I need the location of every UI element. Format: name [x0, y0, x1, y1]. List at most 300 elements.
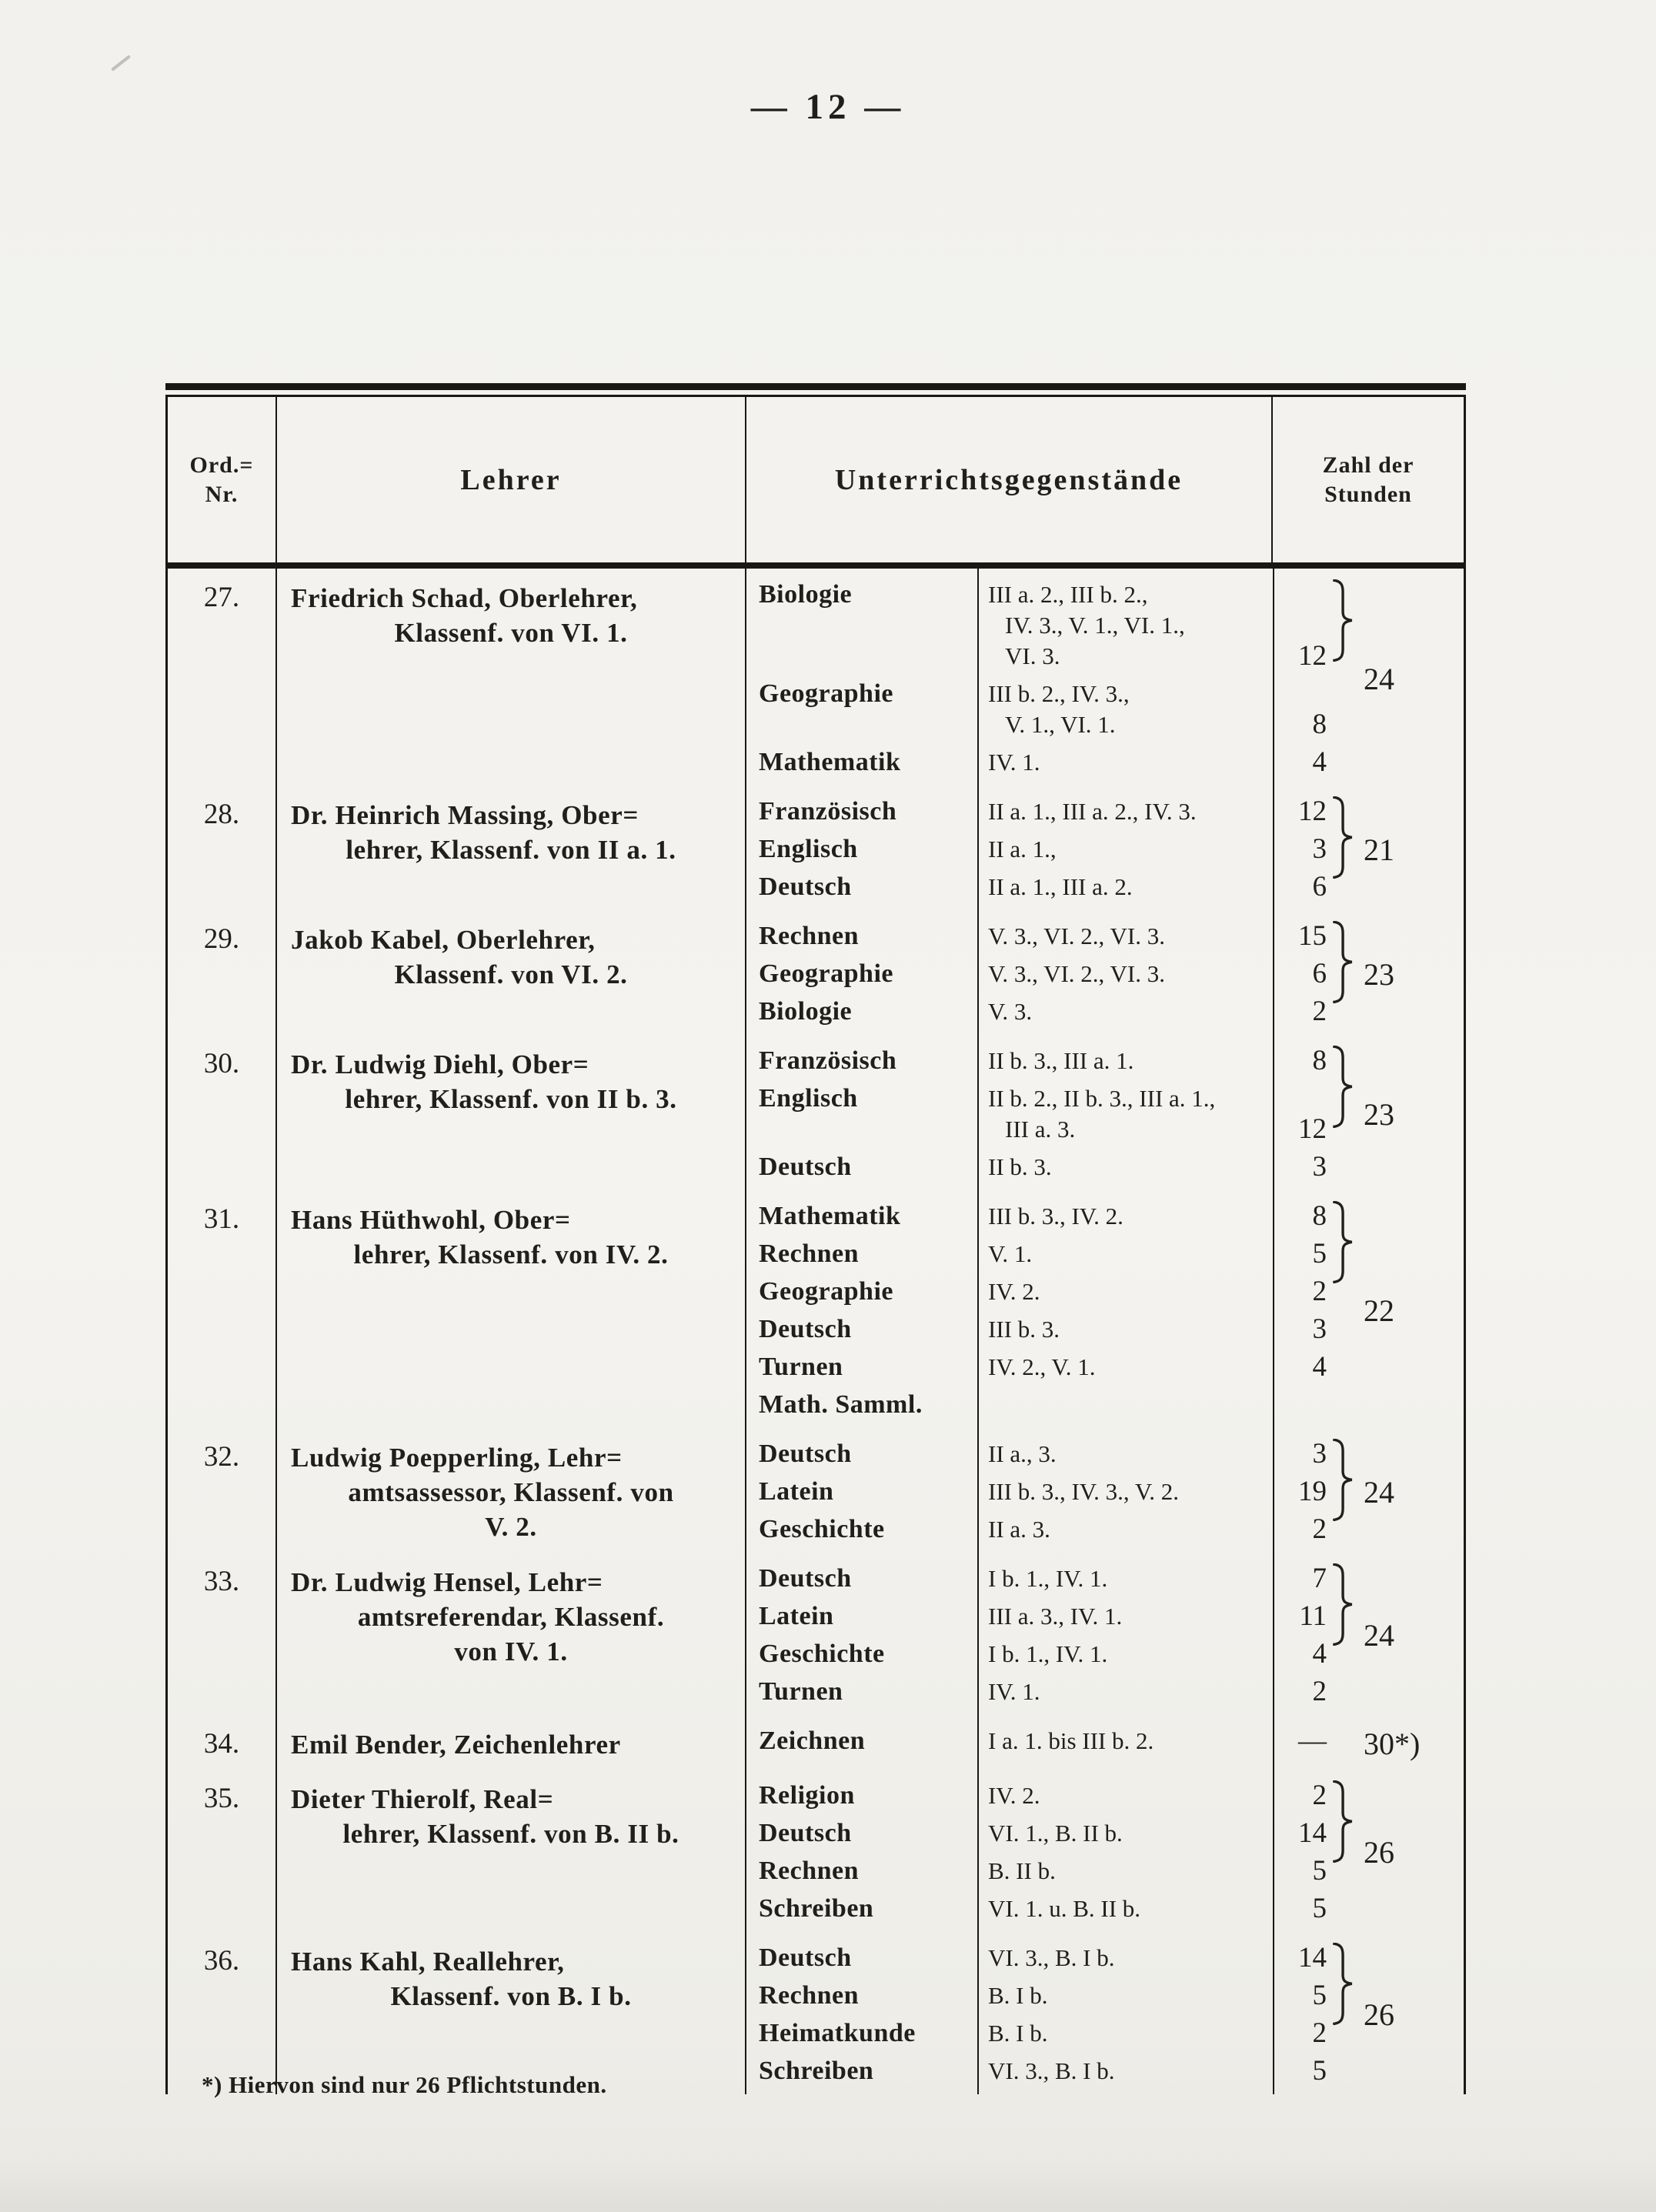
curly-brace [1330, 921, 1354, 1003]
subject-row [746, 796, 1464, 827]
subject-name: Französisch [759, 797, 897, 826]
total-hours: 23 [1364, 1096, 1394, 1132]
class-list [977, 1439, 1273, 1470]
class-list [977, 579, 1273, 672]
hours-value: 5 [1312, 1855, 1327, 1887]
class-list [977, 872, 1273, 902]
subject-name: Turnen [759, 1353, 843, 1381]
subject-rows [746, 1190, 1464, 1428]
table-body-frame [165, 397, 1466, 2094]
hours-value: 8 [1312, 709, 1327, 740]
subjects-cell [745, 786, 1464, 910]
teacher-name-line: Klassenf. von VI. 1. [394, 618, 628, 648]
header-zahl-der-stunden [1271, 397, 1464, 562]
subject-row [746, 1856, 1464, 1887]
total-hours: 21 [1364, 832, 1394, 867]
class-line: IV. 1. [988, 1678, 1040, 1705]
subjects-cell [745, 1428, 1464, 1553]
column-divider [977, 569, 979, 786]
subject-row [746, 1563, 1464, 1594]
subject-name: Schreiben [759, 1894, 874, 1923]
hours-value: 3 [1312, 833, 1327, 865]
ord-cell [168, 910, 275, 1035]
class-line: V. 1., VI. 1. [1005, 711, 1116, 738]
class-line: II a., 3. [988, 1440, 1057, 1467]
class-list [977, 1726, 1273, 1757]
ord-number: 36. [203, 1945, 240, 1977]
subjects-cell [745, 1715, 1464, 1770]
hours-value: 3 [1312, 1313, 1327, 1345]
curly-brace [1330, 1201, 1354, 1283]
subject-row [746, 1152, 1464, 1183]
hours-value: 2 [1312, 1676, 1327, 1707]
ord-cell [168, 1035, 275, 1190]
subject-row [746, 747, 1464, 778]
teacher-name-line: Dieter Thierolf, Real= [291, 1784, 554, 1814]
hours-value: 4 [1312, 1351, 1327, 1383]
subject-name: Deutsch [759, 1153, 852, 1181]
ord-number: 35. [203, 1783, 240, 1814]
teacher-name-line: Klassenf. von VI. 2. [394, 959, 628, 989]
subject-name: Schreiben [759, 2057, 874, 2085]
subject-name: Geographie [759, 1277, 893, 1306]
teacher-cell [275, 1770, 745, 1932]
table-row [168, 786, 1464, 910]
class-line: II a. 1., III a. 2. [988, 873, 1133, 900]
subject-row [746, 579, 1464, 672]
class-list [977, 1476, 1273, 1507]
class-line: III b. 3. [988, 1316, 1060, 1343]
curly-brace [1330, 1780, 1354, 1863]
subjects-cell [745, 910, 1464, 1035]
column-divider [1273, 1190, 1274, 1428]
subject-row [746, 1639, 1464, 1670]
subject-name: Englisch [759, 835, 858, 863]
class-list [977, 834, 1273, 865]
header-unterrichtsgegenstaende: Unterrichtsgegenstände [745, 397, 1271, 562]
curly-brace [1330, 1563, 1354, 1646]
teacher-name-line: Dr. Ludwig Hensel, Lehr= [291, 1567, 603, 1597]
table-top-rule-thick [165, 383, 1466, 390]
subject-rows [746, 1932, 1464, 2094]
column-divider [977, 786, 979, 910]
subject-name: Geschichte [759, 1515, 885, 1543]
teacher-cell [275, 1932, 745, 2094]
curly-brace [1330, 1046, 1354, 1128]
subject-name: Deutsch [759, 1943, 852, 1972]
class-line: VI. 3., B. I b. [988, 1944, 1115, 1971]
teacher-cell [275, 569, 745, 786]
ord-cell [168, 1770, 275, 1932]
column-divider [977, 1553, 979, 1715]
class-list [977, 1352, 1273, 1383]
subject-row [746, 1677, 1464, 1707]
subject-row [746, 1276, 1464, 1307]
teacher-name-line: Emil Bender, Zeichenlehrer [291, 1730, 621, 1760]
class-line: V. 3., VI. 2., VI. 3. [988, 923, 1165, 949]
subject-name: Religion [759, 1781, 855, 1810]
class-line: II a. 1., [988, 836, 1057, 862]
class-list [977, 921, 1273, 952]
class-list [977, 1856, 1273, 1887]
subject-rows [746, 910, 1464, 1035]
teacher-name-line: amtsassessor, Klassenf. von [348, 1477, 674, 1507]
ord-cell [168, 1715, 275, 1770]
subject-rows [746, 569, 1464, 786]
subject-name: Deutsch [759, 1819, 852, 1847]
teacher-name-line: Friedrich Schad, Oberlehrer, [291, 583, 638, 613]
class-line: VI. 3., B. I b. [988, 2057, 1115, 2084]
hours-value: 11 [1299, 1600, 1327, 1632]
class-line: III a. 2., III b. 2., [988, 581, 1148, 608]
hours-value: 19 [1298, 1476, 1327, 1507]
subject-name: Deutsch [759, 1440, 852, 1468]
subject-row [746, 2018, 1464, 2049]
class-list [977, 1046, 1273, 1076]
subject-row [746, 1780, 1464, 1811]
subject-row [746, 872, 1464, 902]
ord-cell [168, 786, 275, 910]
subjects-cell [745, 1770, 1464, 1932]
subject-rows [746, 1035, 1464, 1190]
class-line: II a. 3. [988, 1516, 1050, 1543]
subject-row [746, 1514, 1464, 1545]
table-row [168, 910, 1464, 1035]
subject-row [746, 1601, 1464, 1632]
class-line: III a. 3., IV. 1. [988, 1603, 1123, 1630]
column-divider [1273, 1715, 1274, 1770]
subject-row [746, 959, 1464, 989]
class-line: III b. 3., IV. 3., V. 2. [988, 1478, 1180, 1505]
column-divider [1273, 1770, 1274, 1932]
column-divider [977, 1932, 979, 2094]
ord-cell [168, 569, 275, 786]
teacher-cell [275, 1190, 745, 1428]
subject-name: Englisch [759, 1084, 858, 1113]
class-line: I b. 1., IV. 1. [988, 1565, 1108, 1592]
hours-value: 12 [1298, 796, 1327, 827]
ord-cell [168, 1553, 275, 1715]
header-lehrer: Lehrer [275, 397, 745, 562]
class-list [977, 796, 1273, 827]
teacher-cell [275, 786, 745, 910]
subject-row [746, 1314, 1464, 1345]
hours-value: 4 [1312, 1638, 1327, 1670]
subject-name: Biologie [759, 580, 853, 609]
teacher-name-line: Ludwig Poepperling, Lehr= [291, 1443, 623, 1473]
subject-row [746, 1818, 1464, 1849]
subject-name: Rechnen [759, 1239, 860, 1268]
class-list [977, 1276, 1273, 1307]
teacher-name-line: lehrer, Klassenf. von II b. 3. [345, 1084, 677, 1114]
subject-name: Zeichnen [759, 1727, 866, 1755]
ord-number: 30. [203, 1048, 240, 1079]
class-line: IV. 2. [988, 1278, 1040, 1305]
subjects-cell [745, 569, 1464, 786]
ord-cell [168, 1190, 275, 1428]
hours-value: 2 [1312, 1513, 1327, 1545]
class-list [977, 1390, 1273, 1420]
teacher-name-line: Dr. Ludwig Diehl, Ober= [291, 1049, 589, 1079]
hours-value: 12 [1298, 1113, 1327, 1145]
curly-brace [1330, 579, 1354, 662]
class-line: VI. 1., B. II b. [988, 1820, 1123, 1847]
class-list [977, 1639, 1273, 1670]
total-hours: 24 [1364, 1618, 1394, 1653]
subject-row [746, 1893, 1464, 1924]
subject-row [746, 996, 1464, 1027]
column-divider [1273, 786, 1274, 910]
table-row [168, 1932, 1464, 2094]
class-list [977, 1563, 1273, 1594]
ord-number: 29. [203, 923, 240, 955]
teacher-name-line: von IV. 1. [454, 1636, 568, 1667]
subjects-cell [745, 1035, 1464, 1190]
subject-row [746, 1390, 1464, 1420]
table-row [168, 1428, 1464, 1553]
class-line: II b. 3., III a. 1. [988, 1047, 1134, 1074]
subject-row [746, 1201, 1464, 1232]
class-list [977, 1677, 1273, 1707]
class-list [977, 1514, 1273, 1545]
teacher-name-line: Dr. Heinrich Massing, Ober= [291, 800, 639, 830]
class-list [977, 1893, 1273, 1924]
class-list [977, 1239, 1273, 1269]
total-hours: 30*) [1364, 1727, 1421, 1761]
total-hours: 24 [1364, 661, 1394, 696]
column-divider [1273, 1035, 1274, 1190]
hours-value: 5 [1312, 1980, 1327, 2011]
class-list [977, 679, 1273, 740]
class-list [977, 1980, 1273, 2011]
hours-value: 14 [1298, 1817, 1327, 1849]
subject-row [746, 1352, 1464, 1383]
hours-value: 4 [1312, 746, 1327, 778]
subject-name: Rechnen [759, 1857, 860, 1885]
class-line: V. 3., VI. 2., VI. 3. [988, 960, 1165, 987]
column-divider [1273, 1932, 1274, 2094]
class-list [977, 1780, 1273, 1811]
table-row [168, 1715, 1464, 1770]
subjects-cell [745, 1932, 1464, 2094]
column-divider [977, 1428, 979, 1553]
ord-number: 32. [203, 1441, 240, 1473]
class-line: II b. 2., II b. 3., III a. 1., [988, 1085, 1216, 1112]
teacher-name-line: lehrer, Klassenf. von IV. 2. [353, 1239, 669, 1269]
hours-value: 6 [1312, 871, 1327, 902]
subject-rows [746, 1428, 1464, 1553]
teacher-cell [275, 1428, 745, 1553]
class-line: VI. 3. [1005, 642, 1060, 669]
hours-value: 3 [1312, 1151, 1327, 1183]
pencil-mark [111, 55, 131, 72]
ord-cell [168, 1932, 275, 2094]
subject-row [746, 1943, 1464, 1973]
total-hours: 26 [1364, 1997, 1394, 2032]
total-hours: 22 [1364, 1293, 1394, 1328]
subject-row [746, 1476, 1464, 1507]
class-line: B. I b. [988, 2020, 1048, 2047]
subject-name: Rechnen [759, 922, 860, 950]
hours-value: 8 [1312, 1200, 1327, 1232]
table-row [168, 1035, 1464, 1190]
class-line: III b. 3., IV. 2. [988, 1203, 1123, 1229]
column-divider [977, 1035, 979, 1190]
subject-rows [746, 1770, 1464, 1932]
subject-name: Deutsch [759, 1564, 852, 1593]
class-line: IV. 2., V. 1. [988, 1353, 1096, 1380]
page-number: — 12 — [750, 87, 906, 127]
curly-brace [1330, 796, 1354, 879]
total-hours: 23 [1364, 956, 1394, 992]
hours-value: 7 [1312, 1563, 1327, 1594]
table-row [168, 1553, 1464, 1715]
class-line: B. II b. [988, 1857, 1056, 1884]
subject-name: Rechnen [759, 1981, 860, 2010]
class-list [977, 996, 1273, 1027]
subject-row [746, 2056, 1464, 2087]
class-list [977, 1152, 1273, 1183]
column-divider [977, 910, 979, 1035]
subject-row [746, 1980, 1464, 2011]
subject-row [746, 1083, 1464, 1145]
hours-value: 2 [1312, 1780, 1327, 1811]
class-list [977, 747, 1273, 778]
class-line: B. I b. [988, 1982, 1048, 2009]
subject-rows [746, 1553, 1464, 1715]
subject-row [746, 1046, 1464, 1076]
class-line: IV. 2. [988, 1782, 1040, 1809]
class-list [977, 2018, 1273, 2049]
teacher-assignment-table [165, 383, 1466, 2094]
table-row [168, 1190, 1464, 1428]
subject-row [746, 834, 1464, 865]
ord-number: 31. [203, 1203, 240, 1235]
total-hours: 24 [1364, 1474, 1394, 1510]
teacher-name-line: lehrer, Klassenf. von II a. 1. [346, 835, 676, 865]
column-divider [1273, 1428, 1274, 1553]
ord-number: 28. [203, 799, 240, 830]
teacher-name-line: Jakob Kabel, Oberlehrer, [291, 925, 596, 955]
subject-row [746, 921, 1464, 952]
teacher-cell [275, 1035, 745, 1190]
header-ord-nr [168, 443, 275, 517]
hours-value: 15 [1298, 920, 1327, 952]
teacher-name-line: V. 2. [485, 1512, 537, 1542]
hours-value: 5 [1312, 1893, 1327, 1924]
subject-name: Französisch [759, 1046, 897, 1075]
class-list [977, 2056, 1273, 2087]
ord-number: 34. [203, 1728, 240, 1760]
hours-value: 6 [1312, 958, 1327, 989]
class-line: IV. 3., V. 1., VI. 1., [1005, 612, 1185, 639]
hours-value: 14 [1298, 1942, 1327, 1973]
subject-name: Geographie [759, 679, 893, 708]
hours-value: 2 [1312, 2017, 1327, 2049]
class-list [977, 959, 1273, 989]
class-list [977, 1818, 1273, 1849]
subjects-cell [745, 1553, 1464, 1715]
teacher-name-line: Hans Kahl, Reallehrer, [291, 1947, 565, 1977]
class-line: VI. 1. u. B. II b. [988, 1895, 1141, 1922]
class-line: III b. 2., IV. 3., [988, 680, 1130, 707]
subject-name: Mathematik [759, 1202, 901, 1230]
hours-value: 12 [1298, 640, 1327, 672]
subject-name: Turnen [759, 1677, 843, 1706]
subject-name: Geographie [759, 959, 893, 988]
class-line: V. 1. [988, 1240, 1033, 1267]
curly-brace [1330, 1943, 1354, 2025]
class-list [977, 1314, 1273, 1345]
class-line: I a. 1. bis III b. 2. [988, 1727, 1154, 1754]
hours-value: 5 [1312, 2055, 1327, 2087]
class-line: II b. 3. [988, 1153, 1052, 1180]
teacher-name-line: amtsreferendar, Klassenf. [357, 1602, 665, 1632]
subject-row [746, 1239, 1464, 1269]
class-line: IV. 1. [988, 749, 1040, 776]
teacher-cell [275, 1553, 745, 1715]
teacher-name-line: Hans Hüthwohl, Ober= [291, 1205, 571, 1235]
subject-rows [746, 1715, 1464, 1764]
table-row [168, 569, 1464, 786]
column-divider [977, 1715, 979, 1770]
footnote: *) Hiervon sind nur 26 Pflichtstunden. [202, 2071, 607, 2098]
subject-row [746, 679, 1464, 740]
table-header-row [168, 397, 1464, 569]
subject-row [746, 1726, 1464, 1757]
teacher-name-line: lehrer, Klassenf. von B. II b. [342, 1819, 679, 1849]
subject-name: Mathematik [759, 748, 901, 776]
column-divider [1273, 910, 1274, 1035]
class-list [977, 1201, 1273, 1232]
subject-name: Geschichte [759, 1640, 885, 1668]
class-list [977, 1943, 1273, 1973]
class-line: V. 3. [988, 998, 1033, 1025]
hours-value: 3 [1312, 1438, 1327, 1470]
column-divider [1273, 1553, 1274, 1715]
subject-name: Math. Samml. [759, 1390, 923, 1419]
subject-name: Biologie [759, 997, 853, 1026]
curly-brace [1330, 1439, 1354, 1521]
hours-value: — [1298, 1725, 1327, 1757]
header-ord-line2: Nr. [205, 481, 239, 507]
header-stunden-line1: Zahl der [1322, 452, 1414, 478]
hours-value: 2 [1312, 996, 1327, 1027]
total-hours: 26 [1364, 1835, 1394, 1870]
column-divider [1273, 569, 1274, 786]
column-divider [977, 1770, 979, 1932]
subject-name: Latein [759, 1602, 834, 1630]
hours-value: 2 [1312, 1276, 1327, 1307]
class-line: II a. 1., III a. 2., IV. 3. [988, 798, 1197, 825]
teacher-cell [275, 910, 745, 1035]
teacher-name-line: Klassenf. von B. I b. [390, 1981, 632, 2011]
hours-value: 5 [1312, 1238, 1327, 1269]
class-line: I b. 1., IV. 1. [988, 1640, 1108, 1667]
subject-rows [746, 786, 1464, 910]
header-stunden-line2: Stunden [1324, 481, 1412, 507]
table-body [168, 569, 1464, 2094]
class-list [977, 1083, 1273, 1145]
class-list [977, 1601, 1273, 1632]
subject-name: Latein [759, 1477, 834, 1506]
column-divider [977, 1190, 979, 1428]
subject-name: Heimatkunde [759, 2019, 916, 2047]
ord-number: 33. [203, 1566, 240, 1597]
ord-number: 27. [203, 582, 240, 613]
subjects-cell [745, 1190, 1464, 1428]
subject-row [746, 1439, 1464, 1470]
